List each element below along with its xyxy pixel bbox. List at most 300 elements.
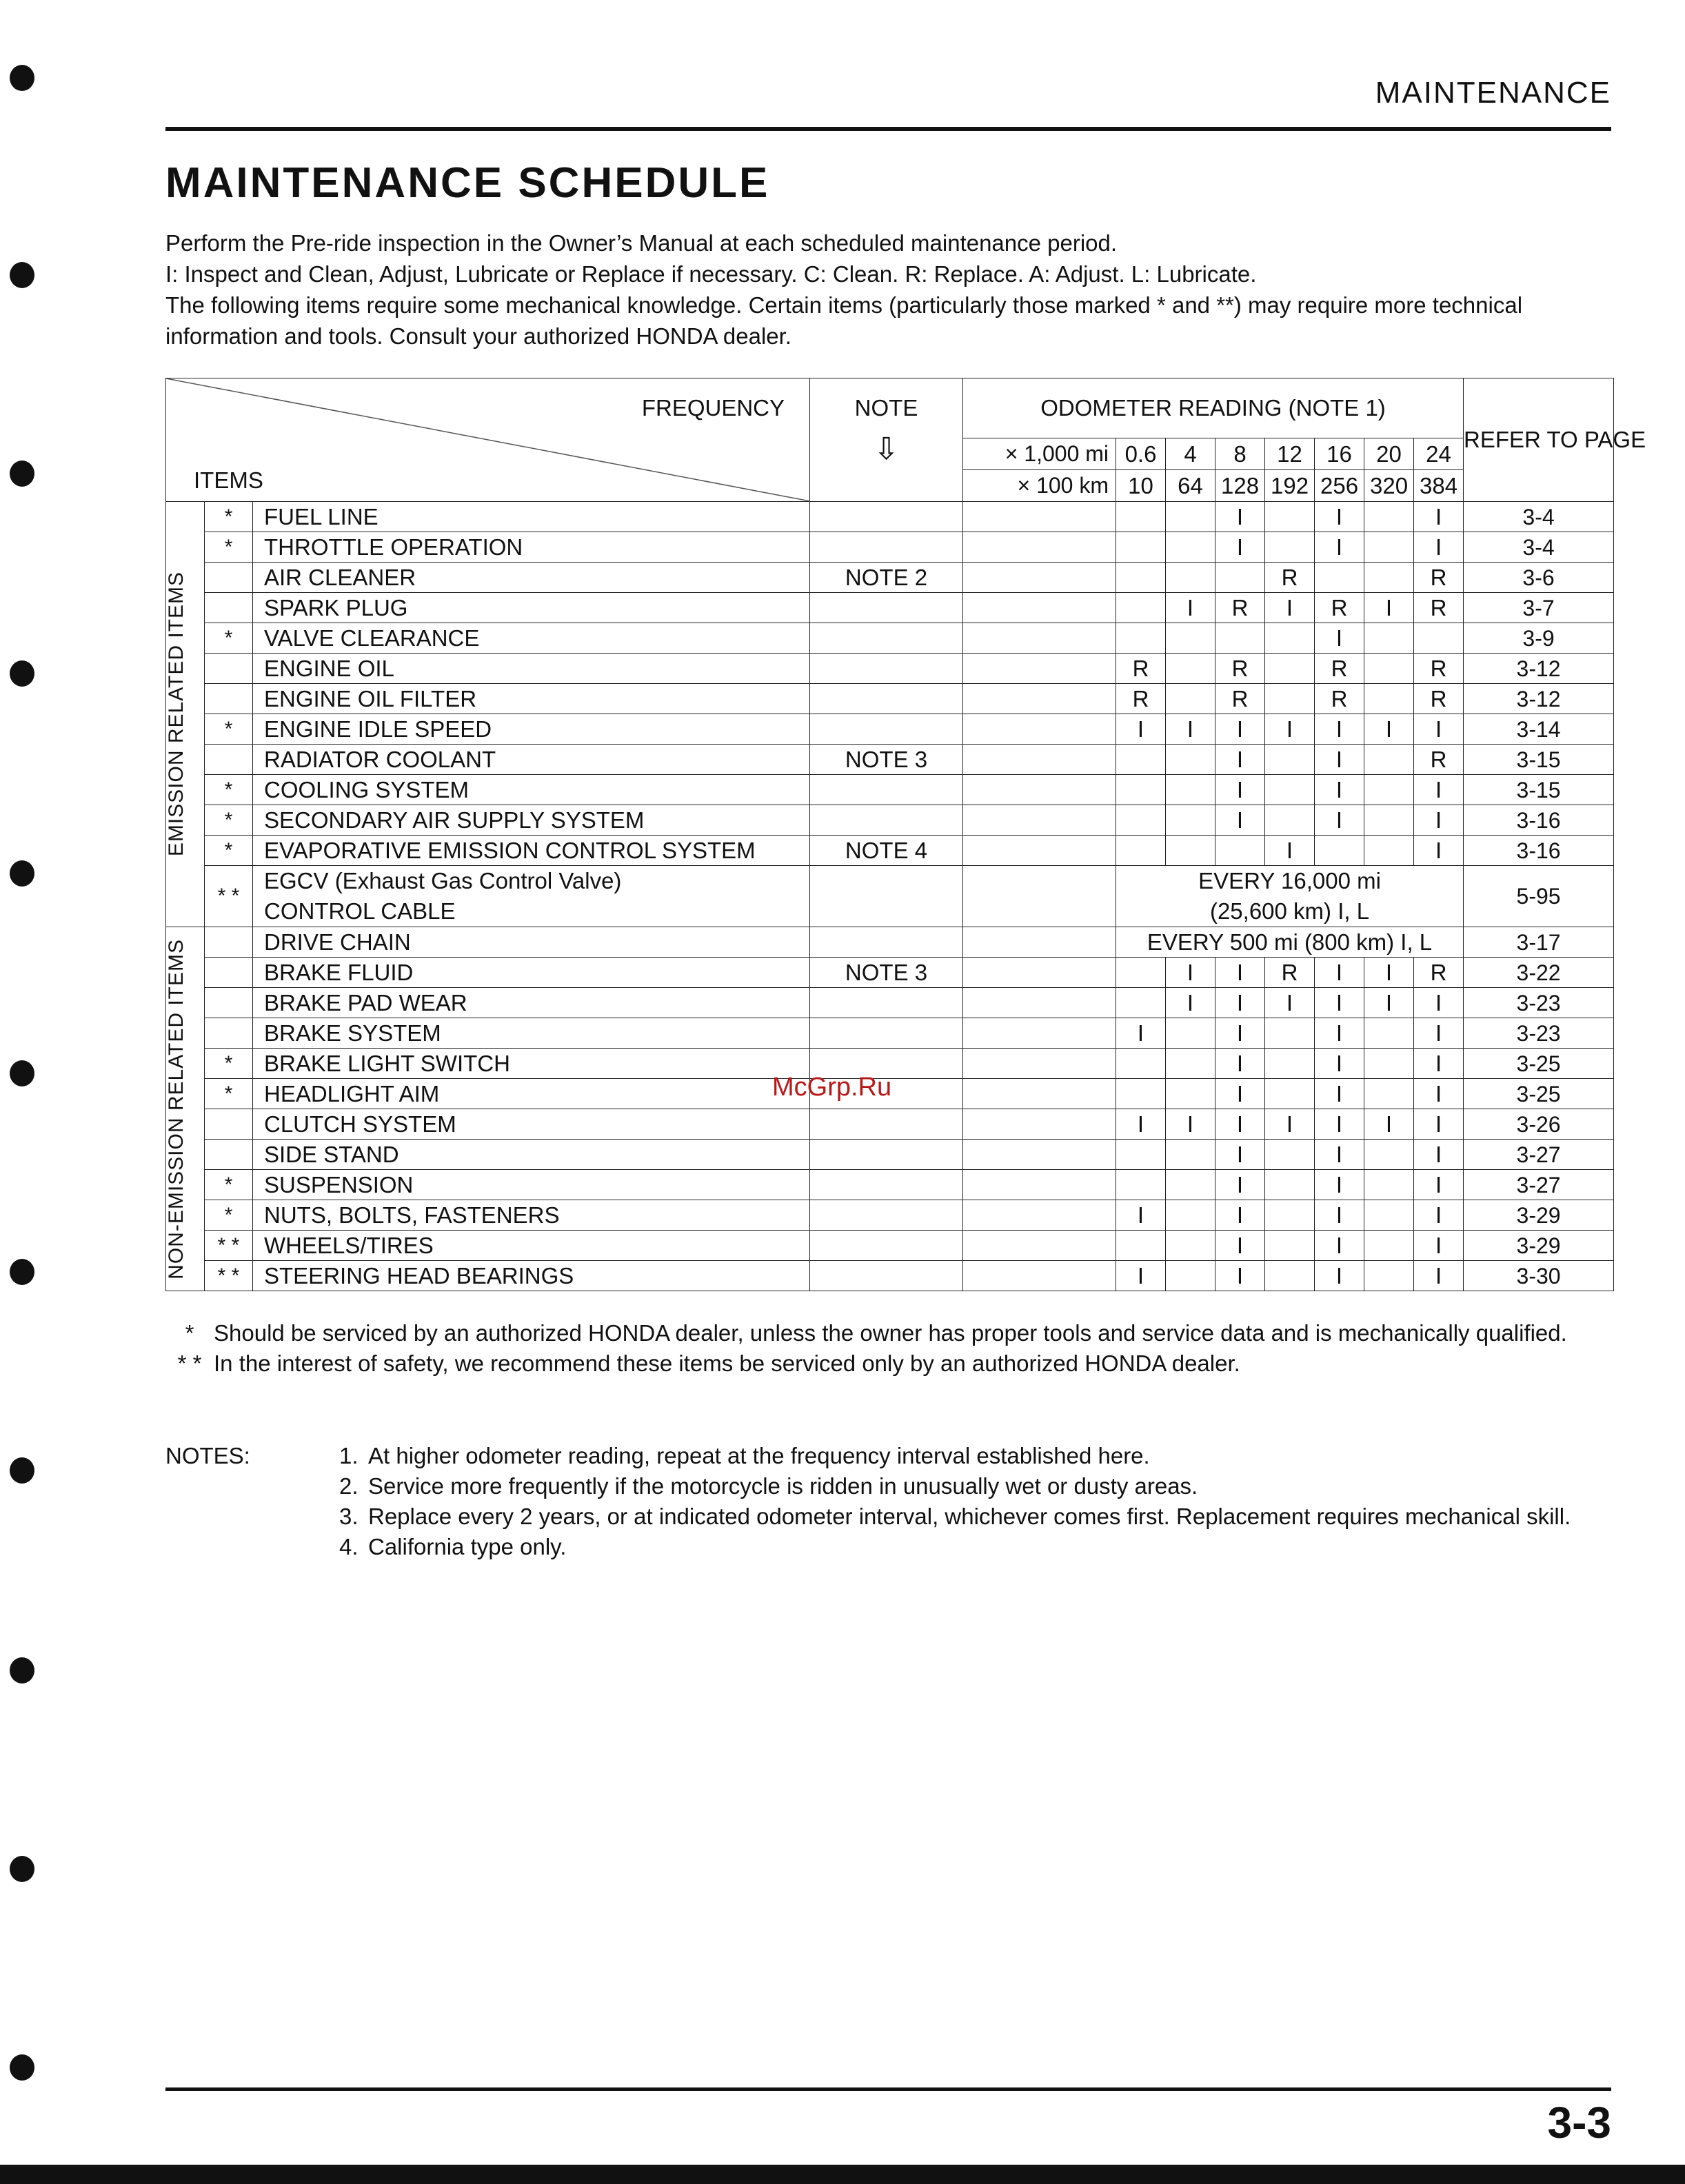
table-row xyxy=(166,1231,1614,1261)
refer-page: 3-27 xyxy=(1464,1140,1614,1170)
mile-unit: × 1,000 mi xyxy=(963,438,1116,469)
punch-hole xyxy=(10,65,34,91)
interval-value xyxy=(1116,988,1166,1018)
item-note: NOTE 4 xyxy=(810,836,963,866)
service-mark xyxy=(205,563,253,593)
table-row xyxy=(166,563,1614,593)
interval-value: I xyxy=(1414,1261,1464,1291)
header-rule xyxy=(165,127,1611,131)
interval-value: I xyxy=(1315,805,1364,836)
table-row xyxy=(166,714,1614,745)
maintenance-schedule-table xyxy=(165,378,1646,1291)
item-name: CLUTCH SYSTEM xyxy=(253,1109,810,1140)
punch-hole xyxy=(10,1657,34,1684)
interval-value: I xyxy=(1116,714,1166,745)
interval-every xyxy=(1116,866,1464,927)
km-col: 10 xyxy=(1116,469,1166,501)
item-name: ENGINE OIL FILTER xyxy=(253,684,810,714)
interval-value: R xyxy=(1215,654,1265,684)
interval-value: I xyxy=(1215,1140,1265,1170)
interval-value xyxy=(1265,1018,1315,1049)
interval-value xyxy=(1116,1140,1166,1170)
refer-page: 3-16 xyxy=(1464,836,1614,866)
interval-value: I xyxy=(1364,714,1414,745)
interval-value: I xyxy=(1414,1200,1464,1231)
interval-value: I xyxy=(1315,988,1364,1018)
interval-value: I xyxy=(1166,1109,1215,1140)
item-name: THROTTLE OPERATION xyxy=(253,532,810,563)
interval-value: I xyxy=(1116,1261,1166,1291)
interval-value xyxy=(1166,1140,1215,1170)
interval-value xyxy=(1116,775,1166,805)
interval-value xyxy=(1364,1200,1414,1231)
interval-value: I xyxy=(1215,1079,1265,1109)
interval-value xyxy=(1116,745,1166,775)
refer-page: 3-22 xyxy=(1464,958,1614,988)
intro-line: The following items require some mechanical knowledge. Certain items (particularly those marked * and **) may require more technical information and tools. Consult your authorized HONDA dealer. xyxy=(165,292,1523,349)
interval-value: R xyxy=(1315,593,1364,623)
interval-value xyxy=(1364,1079,1414,1109)
interval-value xyxy=(1364,805,1414,836)
interval-value: I xyxy=(1215,1231,1265,1261)
interval-value: I xyxy=(1265,714,1315,745)
interval-value: I xyxy=(1116,1018,1166,1049)
refer-page: 3-6 xyxy=(1464,563,1614,593)
interval-value xyxy=(1364,532,1414,563)
interval-value xyxy=(1166,1079,1215,1109)
intro-line: Perform the Pre-ride inspection in the Owner’s Manual at each scheduled maintenance period. xyxy=(165,230,1118,256)
unit-spacer xyxy=(963,1049,1116,1079)
interval-value xyxy=(1364,1049,1414,1079)
interval-value xyxy=(1315,563,1364,593)
bottom-edge-bar xyxy=(0,2165,1685,2184)
item-name: BRAKE LIGHT SWITCH xyxy=(253,1049,810,1079)
unit-spacer xyxy=(963,654,1116,684)
unit-spacer xyxy=(963,532,1116,563)
interval-value: I xyxy=(1414,805,1464,836)
interval-every-line: (25,600 km) I, L xyxy=(1209,898,1370,924)
refer-page: 3-9 xyxy=(1464,623,1614,654)
interval-value: I xyxy=(1315,1049,1364,1079)
interval-value xyxy=(1166,836,1215,866)
punch-hole xyxy=(10,860,34,887)
interval-value xyxy=(1116,1231,1166,1261)
interval-value: R xyxy=(1265,563,1315,593)
interval-value: R xyxy=(1414,745,1464,775)
item-note xyxy=(810,623,963,654)
service-mark: * xyxy=(205,502,253,532)
page-number: 3-3 xyxy=(1547,2098,1611,2147)
interval-value xyxy=(1265,1079,1315,1109)
interval-value xyxy=(1116,958,1166,988)
unit-spacer xyxy=(963,1109,1116,1140)
interval-value xyxy=(1265,805,1315,836)
note-item xyxy=(339,1471,1613,1502)
table-row xyxy=(166,532,1614,563)
item-note xyxy=(810,1200,963,1231)
service-mark xyxy=(205,1109,253,1140)
interval-value xyxy=(1166,1231,1215,1261)
note-text: Replace every 2 years, or at indicated odometer interval, whichever comes first. Replacement requires mechanical skill. xyxy=(368,1504,1571,1529)
interval-value xyxy=(1315,836,1364,866)
service-mark xyxy=(205,988,253,1018)
km-col: 320 xyxy=(1364,469,1414,501)
interval-value xyxy=(1265,532,1315,563)
interval-value: I xyxy=(1315,1200,1364,1231)
km-col: 192 xyxy=(1265,469,1315,501)
interval-value: I xyxy=(1215,1018,1265,1049)
item-note xyxy=(810,502,963,532)
interval-value: I xyxy=(1414,1109,1464,1140)
item-name: SECONDARY AIR SUPPLY SYSTEM xyxy=(253,805,810,836)
interval-value xyxy=(1215,563,1265,593)
km-col: 256 xyxy=(1315,469,1364,501)
note-number: 1. xyxy=(339,1443,359,1468)
interval-every-line: EVERY 16,000 mi xyxy=(1198,868,1381,893)
group-label-cell xyxy=(166,502,205,927)
punch-hole xyxy=(10,461,34,487)
interval-value: I xyxy=(1315,775,1364,805)
interval-value: I xyxy=(1315,745,1364,775)
mile-col: 24 xyxy=(1414,438,1464,469)
interval-value: I xyxy=(1414,1049,1464,1079)
table-row xyxy=(166,866,1614,927)
table-row xyxy=(166,745,1614,775)
footnote-single-star xyxy=(165,1318,1613,1348)
interval-value xyxy=(1116,532,1166,563)
punch-hole xyxy=(10,262,34,288)
table-row xyxy=(166,1261,1614,1291)
group-label: EMISSION RELATED ITEMS xyxy=(165,572,188,857)
interval-value: I xyxy=(1265,1109,1315,1140)
interval-value: I xyxy=(1414,1231,1464,1261)
interval-value: I xyxy=(1215,805,1265,836)
km-col: 384 xyxy=(1414,469,1464,501)
note-header xyxy=(810,378,963,502)
refer-page: 5-95 xyxy=(1464,866,1614,927)
item-name: ENGINE IDLE SPEED xyxy=(253,714,810,745)
item-name: AIR CLEANER xyxy=(253,563,810,593)
refer-page: 3-14 xyxy=(1464,714,1614,745)
interval-value xyxy=(1166,623,1215,654)
interval-value xyxy=(1364,1018,1414,1049)
interval-value: I xyxy=(1166,593,1215,623)
unit-spacer xyxy=(963,593,1116,623)
interval-value xyxy=(1364,654,1414,684)
interval-value: I xyxy=(1414,714,1464,745)
interval-value xyxy=(1116,1049,1166,1079)
interval-value: R xyxy=(1315,684,1364,714)
item-name: RADIATOR COOLANT xyxy=(253,745,810,775)
service-mark: * xyxy=(205,714,253,745)
interval-value xyxy=(1166,563,1215,593)
mile-col: 20 xyxy=(1364,438,1414,469)
service-mark: * * xyxy=(205,1231,253,1261)
interval-value xyxy=(1364,1231,1414,1261)
service-mark xyxy=(205,593,253,623)
interval-value xyxy=(1364,563,1414,593)
item-name: SIDE STAND xyxy=(253,1140,810,1170)
note-text: California type only. xyxy=(368,1534,567,1559)
note-item xyxy=(339,1502,1613,1532)
service-mark xyxy=(205,927,253,958)
refer-page: 3-12 xyxy=(1464,684,1614,714)
odometer-header: ODOMETER READING (NOTE 1) xyxy=(963,378,1464,438)
interval-value: I xyxy=(1215,1049,1265,1079)
interval-value xyxy=(1166,775,1215,805)
interval-value xyxy=(1116,593,1166,623)
punch-hole xyxy=(10,1856,34,1882)
interval-value: I xyxy=(1315,1231,1364,1261)
interval-value: R xyxy=(1265,958,1315,988)
interval-value xyxy=(1166,1018,1215,1049)
item-name: HEADLIGHT AIM xyxy=(253,1079,810,1109)
interval-value xyxy=(1116,805,1166,836)
mile-col: 12 xyxy=(1265,438,1315,469)
unit-spacer xyxy=(963,1231,1116,1261)
interval-value: I xyxy=(1414,1018,1464,1049)
interval-value xyxy=(1166,654,1215,684)
item-name: STEERING HEAD BEARINGS xyxy=(253,1261,810,1291)
service-mark xyxy=(205,654,253,684)
unit-spacer xyxy=(963,1079,1116,1109)
interval-value: I xyxy=(1265,988,1315,1018)
item-name xyxy=(253,866,810,927)
unit-spacer xyxy=(963,866,1116,927)
intro-line: I: Inspect and Clean, Adjust, Lubricate or Replace if necessary. C: Clean. R: Replace. A: Adjust. L: Lubricate. xyxy=(165,261,1257,287)
service-mark: * xyxy=(205,532,253,563)
interval-value xyxy=(1265,1261,1315,1291)
item-name: VALVE CLEARANCE xyxy=(253,623,810,654)
interval-value: I xyxy=(1215,775,1265,805)
service-mark xyxy=(205,745,253,775)
interval-value: I xyxy=(1315,1261,1364,1291)
interval-value: R xyxy=(1315,654,1364,684)
table-row xyxy=(166,684,1614,714)
mile-col: 4 xyxy=(1166,438,1215,469)
refer-page: 3-7 xyxy=(1464,593,1614,623)
km-unit: × 100 km xyxy=(963,469,1116,501)
interval-value: I xyxy=(1215,532,1265,563)
refer-page: 3-30 xyxy=(1464,1261,1614,1291)
interval-value xyxy=(1265,1049,1315,1079)
interval-value: I xyxy=(1315,502,1364,532)
item-note xyxy=(810,1231,963,1261)
item-note: NOTE 2 xyxy=(810,563,963,593)
refer-page: 3-29 xyxy=(1464,1231,1614,1261)
table-row xyxy=(166,593,1614,623)
notes-section xyxy=(165,1441,1613,1562)
item-name: FUEL LINE xyxy=(253,502,810,532)
interval-value xyxy=(1166,745,1215,775)
item-note xyxy=(810,988,963,1018)
service-mark: * * xyxy=(205,866,253,927)
punch-hole xyxy=(10,2054,34,2081)
note-number: 4. xyxy=(339,1534,359,1559)
item-name: COOLING SYSTEM xyxy=(253,775,810,805)
interval-value xyxy=(1265,775,1315,805)
interval-value: I xyxy=(1215,1200,1265,1231)
item-note xyxy=(810,775,963,805)
interval-value xyxy=(1414,623,1464,654)
item-note xyxy=(810,684,963,714)
interval-value xyxy=(1364,1140,1414,1170)
service-mark: * xyxy=(205,1170,253,1200)
interval-value: I xyxy=(1215,714,1265,745)
interval-value: I xyxy=(1364,593,1414,623)
interval-value: I xyxy=(1166,714,1215,745)
refer-page: 3-27 xyxy=(1464,1170,1614,1200)
interval-value xyxy=(1364,1261,1414,1291)
group-label: NON-EMISSION RELATED ITEMS xyxy=(165,938,188,1280)
item-note xyxy=(810,1018,963,1049)
service-mark xyxy=(205,958,253,988)
interval-value: I xyxy=(1215,1170,1265,1200)
table-row xyxy=(166,654,1614,684)
frequency-label: FREQUENCY xyxy=(641,395,785,421)
unit-spacer xyxy=(963,988,1116,1018)
service-mark: * xyxy=(205,1079,253,1109)
interval-value xyxy=(1166,684,1215,714)
unit-spacer xyxy=(963,927,1116,958)
item-name: SUSPENSION xyxy=(253,1170,810,1200)
service-mark: * xyxy=(205,1200,253,1231)
interval-value: I xyxy=(1364,1109,1414,1140)
service-mark: * xyxy=(205,623,253,654)
item-note: NOTE 3 xyxy=(810,958,963,988)
unit-spacer xyxy=(963,623,1116,654)
interval-value xyxy=(1265,1170,1315,1200)
interval-value: I xyxy=(1265,593,1315,623)
table-row xyxy=(166,623,1614,654)
interval-value xyxy=(1116,563,1166,593)
unit-spacer xyxy=(963,1140,1116,1170)
interval-value: I xyxy=(1414,836,1464,866)
note-text: Service more frequently if the motorcycle is ridden in unusually wet or dusty areas. xyxy=(368,1473,1198,1499)
interval-value: I xyxy=(1166,988,1215,1018)
notes-label: NOTES: xyxy=(165,1443,250,1468)
interval-value: R xyxy=(1215,684,1265,714)
item-note xyxy=(810,1261,963,1291)
interval-value xyxy=(1166,532,1215,563)
item-note xyxy=(810,532,963,563)
punch-hole xyxy=(10,660,34,687)
interval-value xyxy=(1364,775,1414,805)
frequency-items-header xyxy=(166,378,810,502)
interval-value: I xyxy=(1116,1200,1166,1231)
item-name: BRAKE SYSTEM xyxy=(253,1018,810,1049)
interval-value: I xyxy=(1166,958,1215,988)
interval-value: I xyxy=(1116,1109,1166,1140)
interval-value xyxy=(1166,1200,1215,1231)
interval-value: R xyxy=(1414,958,1464,988)
unit-spacer xyxy=(963,714,1116,745)
mile-col: 0.6 xyxy=(1116,438,1166,469)
table-row xyxy=(166,805,1614,836)
note-item xyxy=(339,1532,1613,1562)
interval-value xyxy=(1166,502,1215,532)
item-note xyxy=(810,714,963,745)
note-text: At higher odometer reading, repeat at the frequency interval established here. xyxy=(368,1443,1150,1468)
refer-page: 3-4 xyxy=(1464,502,1614,532)
interval-value xyxy=(1364,745,1414,775)
interval-value xyxy=(1265,745,1315,775)
item-name: BRAKE FLUID xyxy=(253,958,810,988)
footnotes xyxy=(165,1318,1613,1379)
refer-header: REFER TO PAGE xyxy=(1464,378,1614,502)
item-name: NUTS, BOLTS, FASTENERS xyxy=(253,1200,810,1231)
table-row xyxy=(166,775,1614,805)
service-mark: * xyxy=(205,1049,253,1079)
service-mark: * xyxy=(205,836,253,866)
table-row xyxy=(166,988,1614,1018)
refer-page: 3-12 xyxy=(1464,654,1614,684)
unit-spacer xyxy=(963,805,1116,836)
refer-page: 3-23 xyxy=(1464,1018,1614,1049)
interval-value: I xyxy=(1414,1170,1464,1200)
interval-value: I xyxy=(1265,836,1315,866)
note-number: 3. xyxy=(339,1504,359,1529)
item-name: EVAPORATIVE EMISSION CONTROL SYSTEM xyxy=(253,836,810,866)
km-col: 64 xyxy=(1166,469,1215,501)
interval-value xyxy=(1265,1200,1315,1231)
interval-value: R xyxy=(1414,563,1464,593)
interval-value: I xyxy=(1414,775,1464,805)
refer-page: 3-25 xyxy=(1464,1049,1614,1079)
footnote-symbol: * * xyxy=(177,1351,202,1376)
item-note xyxy=(810,654,963,684)
notes-list xyxy=(165,1441,1613,1562)
interval-value xyxy=(1364,1170,1414,1200)
footer-rule xyxy=(165,2087,1611,2091)
note-item xyxy=(339,1441,1613,1471)
footnote-text: In the interest of safety, we recommend these items be serviced only by an authorized HONDA dealer. xyxy=(214,1351,1240,1376)
refer-page: 3-29 xyxy=(1464,1200,1614,1231)
interval-value xyxy=(1265,684,1315,714)
interval-value xyxy=(1364,623,1414,654)
item-note xyxy=(810,1170,963,1200)
unit-spacer xyxy=(963,775,1116,805)
service-mark: * * xyxy=(205,1261,253,1291)
interval-value: R xyxy=(1116,684,1166,714)
unit-spacer xyxy=(963,1200,1116,1231)
interval-value: I xyxy=(1215,1109,1265,1140)
table-row xyxy=(166,1109,1614,1140)
table-row xyxy=(166,927,1614,958)
group-label-cell xyxy=(166,927,205,1291)
interval-value: I xyxy=(1364,988,1414,1018)
item-note xyxy=(810,1109,963,1140)
interval-value xyxy=(1364,836,1414,866)
unit-spacer xyxy=(963,745,1116,775)
unit-spacer xyxy=(963,958,1116,988)
refer-page: 3-26 xyxy=(1464,1109,1614,1140)
interval-value xyxy=(1215,836,1265,866)
section-header: MAINTENANCE xyxy=(1375,76,1611,110)
interval-value: I xyxy=(1315,623,1364,654)
service-mark: * xyxy=(205,805,253,836)
footnote-text: Should be serviced by an authorized HONDA dealer, unless the owner has proper tools and service data and is mechanically qualified. xyxy=(214,1320,1567,1346)
km-col: 128 xyxy=(1215,469,1265,501)
refer-page: 3-4 xyxy=(1464,532,1614,563)
interval-value: I xyxy=(1215,1261,1265,1291)
item-name-line: EGCV (Exhaust Gas Control Valve) xyxy=(264,868,622,893)
note-number: 2. xyxy=(339,1473,359,1499)
item-note xyxy=(810,866,963,927)
refer-page: 3-16 xyxy=(1464,805,1614,836)
mile-col: 16 xyxy=(1315,438,1364,469)
item-name: WHEELS/TIRES xyxy=(253,1231,810,1261)
